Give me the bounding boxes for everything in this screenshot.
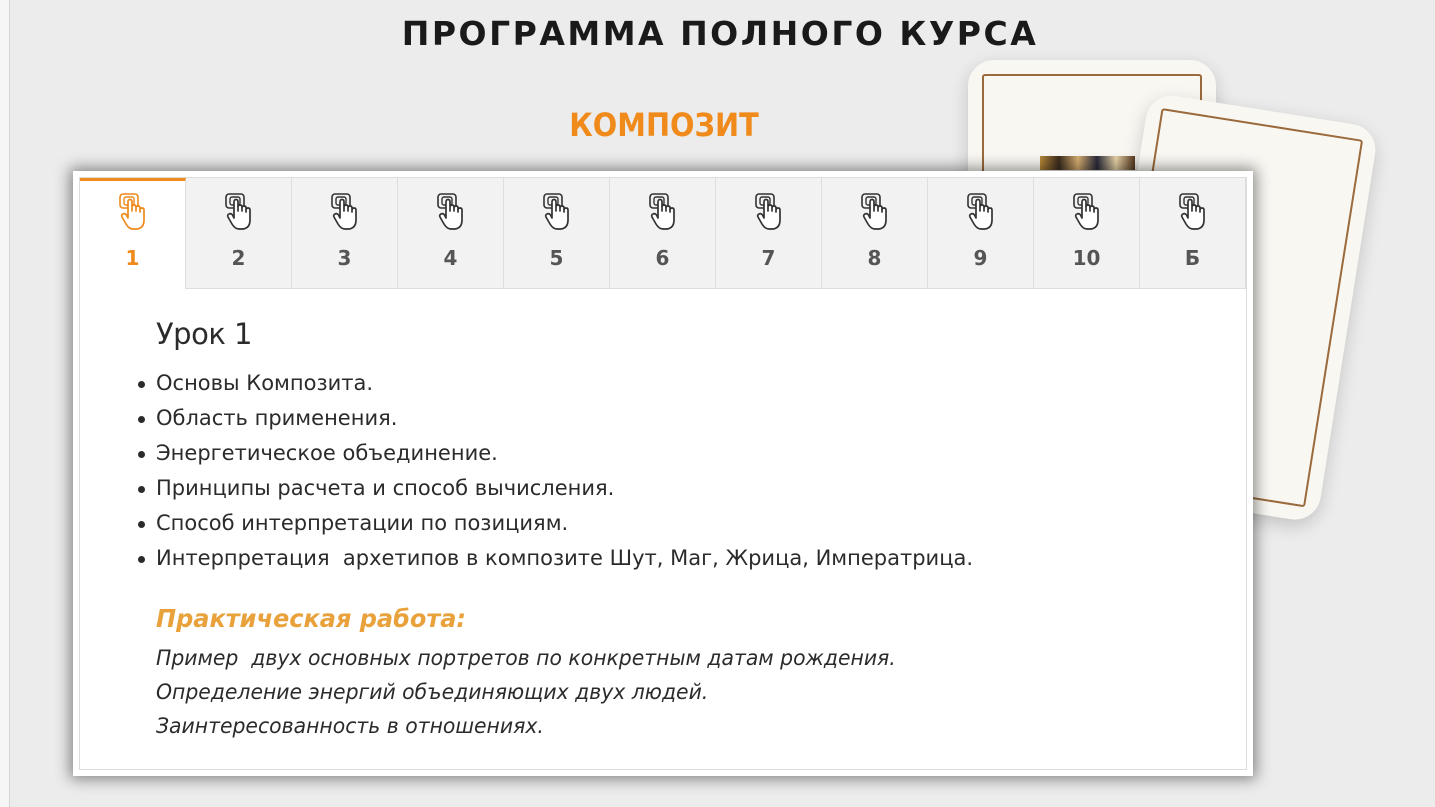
tab-lesson-bonus[interactable] (1140, 178, 1246, 289)
practice-line: Пример двух основных портретов по конкретным датам рождения. (156, 646, 896, 670)
tab-label: Б (1184, 246, 1201, 270)
hand-pointer-icon (860, 192, 890, 232)
list-item: Энергетическое объединение. (156, 436, 973, 471)
hand-pointer-icon (1072, 192, 1102, 232)
hand-pointer-icon (436, 192, 466, 232)
tab-lesson-1[interactable] (80, 178, 186, 289)
practice-line: Заинтересованность в отношениях. (156, 714, 544, 738)
tab-label: 3 (337, 246, 352, 270)
hand-pointer-icon (542, 192, 572, 232)
tab-lesson-8[interactable] (822, 178, 928, 289)
tab-lesson-3[interactable] (292, 178, 398, 289)
hand-pointer-icon (648, 192, 678, 232)
page-left-edge (0, 0, 10, 807)
practice-line: Определение энергий объединяющих двух людей. (156, 680, 709, 704)
tab-lesson-9[interactable] (928, 178, 1034, 289)
hand-pointer-icon (224, 192, 254, 232)
tab-lesson-6[interactable] (610, 178, 716, 289)
hand-pointer-icon (966, 192, 996, 232)
lesson-content (80, 289, 1246, 769)
lesson-topics-list (156, 366, 973, 576)
tab-label: 10 (1072, 246, 1101, 270)
tab-label: 1 (125, 246, 140, 270)
hand-pointer-icon (754, 192, 784, 232)
tab-label: 2 (231, 246, 246, 270)
tab-label: 4 (443, 246, 458, 270)
lesson-tabs (80, 178, 1246, 289)
list-item: Область применения. (156, 401, 973, 436)
list-item: Основы Композита. (156, 366, 973, 401)
tab-label: 7 (761, 246, 776, 270)
tab-label: 5 (549, 246, 564, 270)
tab-label: 8 (867, 246, 882, 270)
lesson-panel-frame (79, 177, 1247, 770)
tab-lesson-10[interactable] (1034, 178, 1140, 289)
lesson-panel (73, 171, 1253, 776)
list-item: Способ интерпретации по позициям. (156, 506, 973, 541)
tab-lesson-4[interactable] (398, 178, 504, 289)
course-subtitle: КОМПОЗИТ (569, 106, 759, 144)
practice-description (156, 641, 919, 743)
practice-heading: Практическая работа: (156, 604, 467, 633)
list-item: Интерпретация архетипов в композите Шут, Маг, Жрица, Императрица. (156, 541, 973, 576)
hand-pointer-icon (330, 192, 360, 232)
lesson-title: Урок 1 (156, 317, 253, 351)
tab-lesson-5[interactable] (504, 178, 610, 289)
hand-pointer-icon (1178, 192, 1208, 232)
tab-label: 6 (655, 246, 670, 270)
list-item: Принципы расчета и способ вычисления. (156, 471, 973, 506)
page-title: ПРОГРАММА ПОЛНОГО КУРСА (401, 14, 1039, 53)
tab-lesson-2[interactable] (186, 178, 292, 289)
hand-pointer-icon (118, 192, 148, 232)
tab-label: 9 (973, 246, 988, 270)
card-picture (1040, 156, 1135, 170)
tab-lesson-7[interactable] (716, 178, 822, 289)
